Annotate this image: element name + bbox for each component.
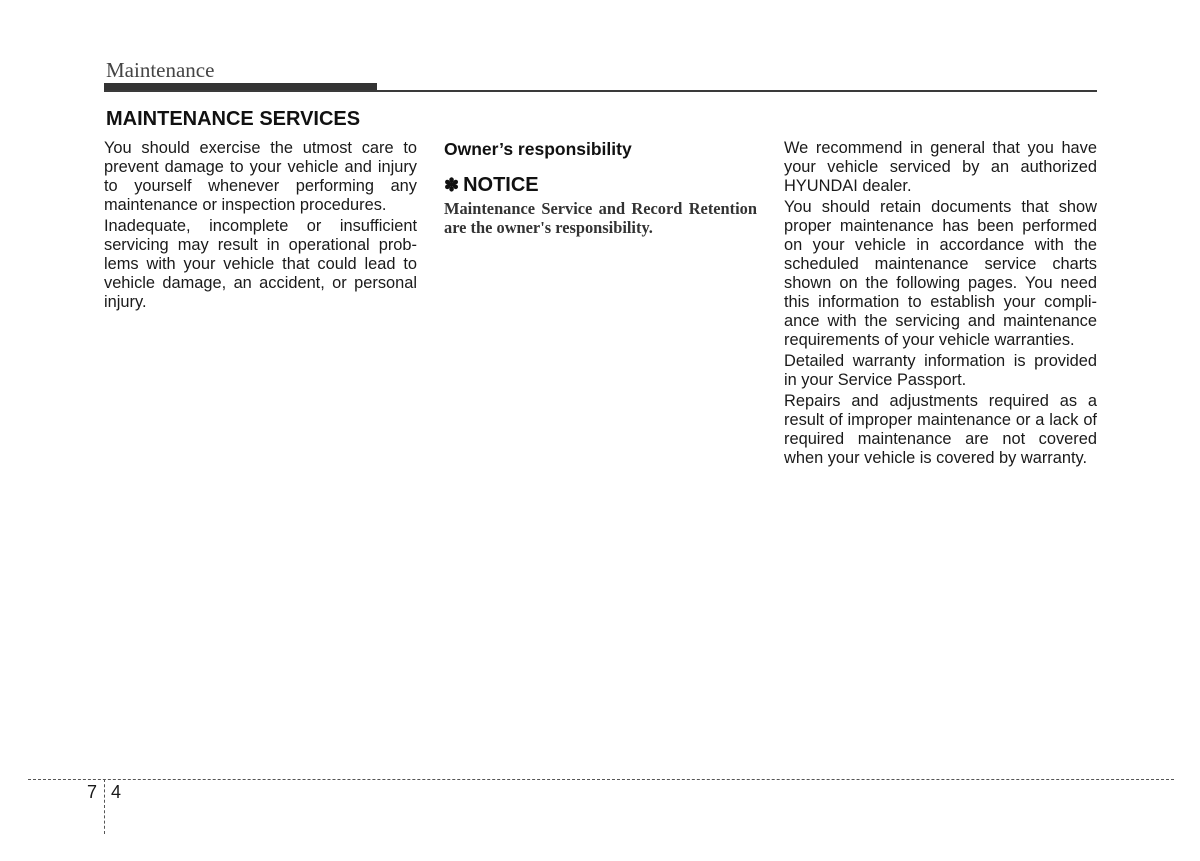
header-rule (104, 90, 1097, 92)
notice-heading (444, 173, 757, 197)
owner-responsibility-heading: Owner’s responsibility (444, 139, 632, 159)
column-right (784, 139, 1097, 470)
notice-body: Maintenance Service and Record Retention are the owner's responsibility. (444, 199, 757, 237)
footer-dashed-rule (28, 779, 1174, 780)
paragraph-warranty-info: Detailed warranty information is provided in your Service Passport. (784, 352, 1097, 389)
paragraph-recommend: We recommend in general that you have your vehicle serviced by an authorized HYUNDAI dealer. (784, 139, 1097, 195)
notice-label: NOTICE (463, 174, 539, 196)
paragraph-repairs: Repairs and adjustments required as a result of improper maintenance or a lack of required maintenance are not covered when your vehicle is covered by warranty. (784, 392, 1097, 467)
page-header-title: Maintenance (106, 58, 215, 82)
page-number: 4 (111, 782, 122, 802)
column-left (104, 139, 417, 314)
footer-page-divider (104, 779, 105, 834)
notice-star-icon: ✽ (444, 175, 460, 195)
section-title: MAINTENANCE SERVICES (106, 108, 361, 130)
paragraph-care: You should exercise the utmost care to prevent damage to your vehicle and injury to yourself whenever performing any maintenance or inspection procedures. (104, 139, 417, 214)
column-middle (444, 139, 757, 239)
chapter-number: 7 (87, 782, 98, 802)
paragraph-servicing: Inadequate, incomplete or insufficient servicing may result in operational problems with your vehicle that could lead to vehicle damage, an accident, or personal injury. (104, 217, 417, 311)
paragraph-retain-documents: You should retain documents that show proper maintenance has been performed on your vehicle in accordance with the scheduled maintenance service charts shown on the following pages. You need this information to establish your compliance with the servicing and maintenance requirements of your vehicle warranties. (784, 198, 1097, 349)
